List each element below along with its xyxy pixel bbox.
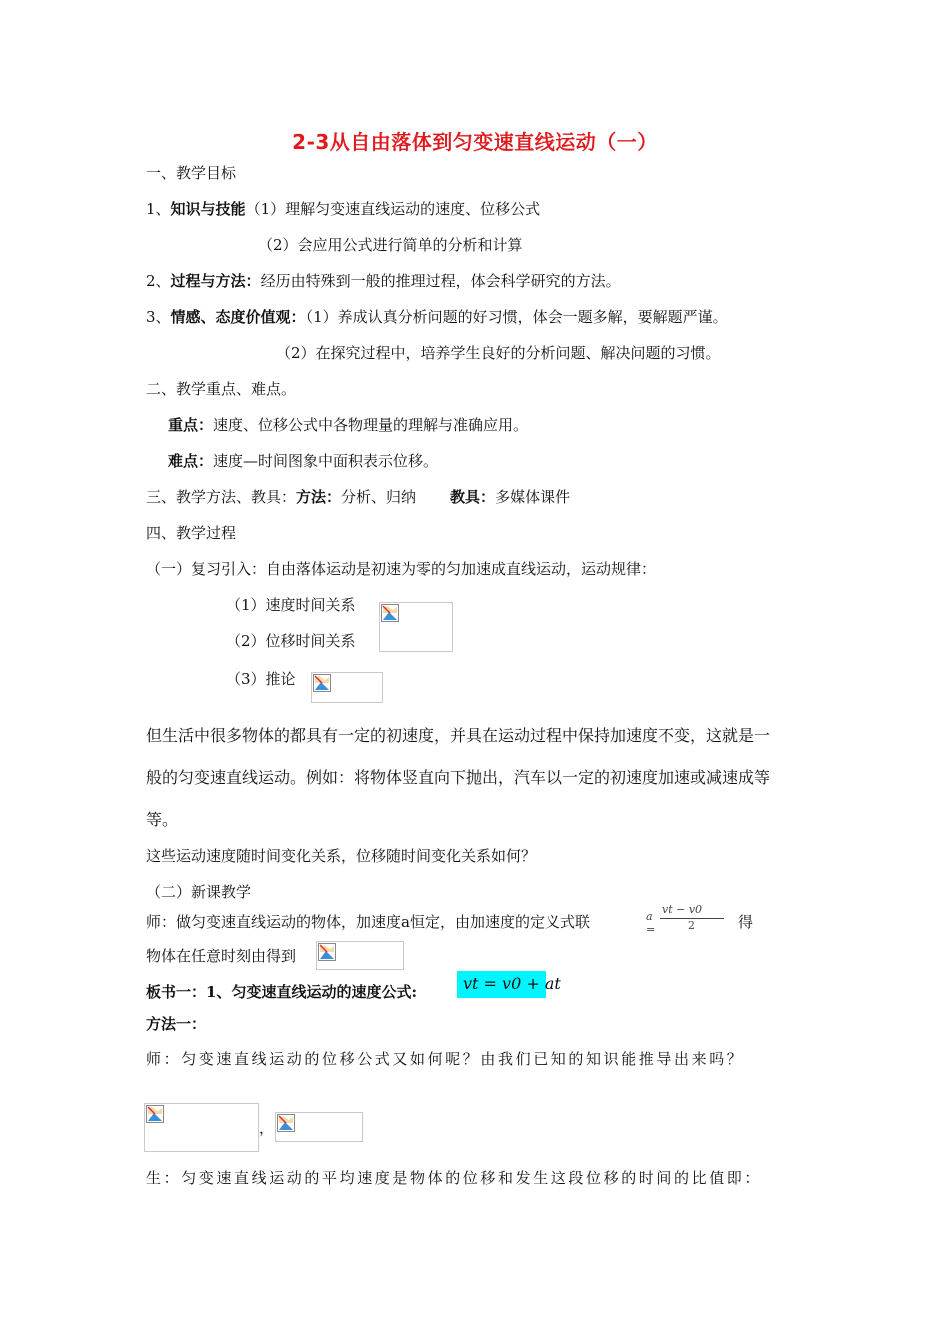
- formula-numerator: vt − v0: [662, 903, 703, 916]
- rule-3: （3）推论: [226, 670, 296, 688]
- objective-3-number: 3、: [146, 308, 171, 326]
- section-3-prefix: 三、教学方法、教具：: [146, 488, 297, 506]
- section-3: [146, 487, 570, 507]
- objective-3-text: （1）养成认真分析问题的好习惯，体会一题多解，要解题严谨。: [305, 308, 728, 326]
- review-intro: （一）复习引入：自由落体运动是初速为零的匀加速成直线运动，运动规律：: [146, 560, 657, 578]
- tool-text: 多媒体课件: [495, 488, 571, 506]
- rule-2: （2）位移时间关系: [226, 632, 356, 650]
- paragraph-line: 但生活中很多物体的都具有一定的初速度，并具在运动过程中保持加速度不变，这就是一: [146, 726, 771, 745]
- formula-image-placeholder: [316, 941, 404, 970]
- objective-1-text-2: （2）会应用公式进行简单的分析和计算: [258, 236, 523, 254]
- velocity-formula-highlight: [457, 971, 561, 998]
- teacher-line-1: 师：做匀变速直线运动的物体，加速度a恒定，由加速度的定义式联: [146, 913, 590, 931]
- paragraph-line: 等。: [146, 810, 179, 829]
- difficulty-label: 难点：: [168, 452, 214, 470]
- tool-label: 教具：: [450, 488, 496, 506]
- paragraph-line: 般的匀变速直线运动。例如：将物体竖直向下抛出，汽车以一定的初速度加速或减速成等: [146, 768, 771, 787]
- objective-1-number: 1、: [146, 200, 171, 218]
- separator-comma: ，: [259, 1119, 275, 1137]
- section-2-heading: 二、教学重点、难点。: [146, 380, 297, 398]
- objective-2: [146, 271, 621, 291]
- formula-lhs: a =: [646, 910, 656, 936]
- broken-image-icon: [381, 604, 399, 622]
- difficulty: [168, 451, 438, 471]
- objective-1-text: （1）理解匀变速直线运动的速度、位移公式: [245, 200, 541, 218]
- method-1-heading: 方法一：: [146, 1015, 207, 1033]
- student-line-1: 生：匀变速直线运动的平均速度是物体的位移和发生这段位移的时间的比值即：: [146, 1169, 763, 1187]
- difficulty-text: 速度—时间图象中面积表示位移。: [213, 452, 439, 470]
- broken-image-icon: [277, 1114, 295, 1132]
- section-1-heading: 一、教学目标: [146, 164, 237, 182]
- objective-2-label: 过程与方法：: [170, 272, 261, 290]
- broken-image-icon: [313, 674, 331, 692]
- formula-image-placeholder: [379, 602, 453, 652]
- formula-denominator: 2: [688, 919, 695, 932]
- formula-image-placeholder: [275, 1112, 363, 1142]
- key-point: [168, 415, 528, 435]
- method-text: 分析、归纳: [341, 488, 417, 506]
- broken-image-icon: [146, 1105, 164, 1123]
- objective-1-label: 知识与技能: [170, 200, 246, 218]
- key-point-text: 速度、位移公式中各物理量的理解与准确应用。: [213, 416, 529, 434]
- objective-3-label: 情感、态度价值观：: [170, 308, 306, 326]
- teacher-line-3: 师：匀变速直线运动的位移公式又如何呢？由我们已知的知识能推导出来吗？: [146, 1050, 745, 1068]
- method-label: 方法：: [296, 488, 342, 506]
- section-4-heading: 四、教学过程: [146, 524, 237, 542]
- question: 这些运动速度随时间变化关系，位移随时间变化关系如何？: [146, 847, 537, 865]
- objective-3: [146, 307, 728, 327]
- teacher-line-1-end: 得: [738, 913, 754, 931]
- rule-1: （1）速度时间关系: [226, 596, 356, 614]
- objective-1: [146, 199, 540, 219]
- objective-2-number: 2、: [146, 272, 171, 290]
- new-lesson-heading: （二）新课教学: [146, 883, 252, 901]
- board-note-1: 板书一：1、匀变速直线运动的速度公式:: [146, 983, 417, 1001]
- objective-2-text: 经历由特殊到一般的推理过程，体会科学研究的方法。: [260, 272, 621, 290]
- objective-3-text-2: （2）在探究过程中，培养学生良好的分析问题、解决问题的习惯。: [276, 344, 721, 362]
- key-point-label: 重点：: [168, 416, 214, 434]
- teacher-line-2: 物体在任意时刻由得到: [146, 947, 297, 965]
- velocity-formula: vt = v0 + at: [463, 974, 561, 993]
- formula-image-placeholder: [311, 672, 383, 703]
- broken-image-icon: [318, 943, 336, 961]
- formula-image-placeholder: [144, 1103, 259, 1152]
- page-title: 2-3从自由落体到匀变速直线运动（一）: [292, 130, 658, 154]
